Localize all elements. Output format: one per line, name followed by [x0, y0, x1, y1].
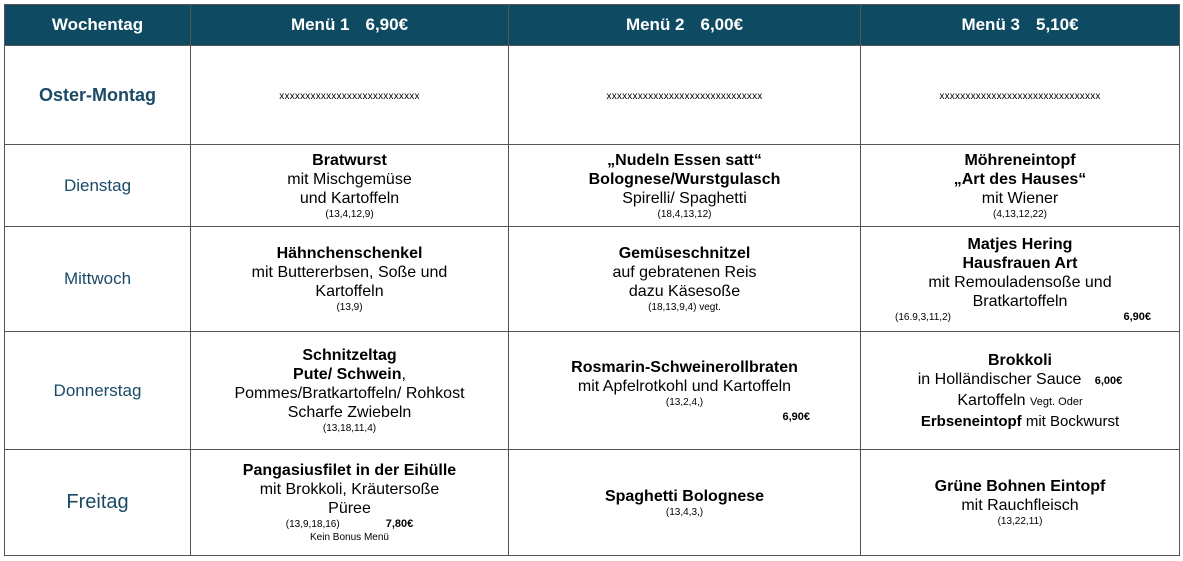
menu1-price: 6,90€ — [365, 15, 409, 34]
day-cell — [5, 145, 191, 227]
dish-title: Rosmarin-Schweinerollbraten — [571, 358, 798, 376]
dish-title: Schnitzeltag — [302, 347, 397, 364]
placeholder-text: xxxxxxxxxxxxxxxxxxxxxxxxxxx — [279, 91, 420, 102]
menu-cell — [861, 145, 1180, 227]
day-label: Freitag — [66, 491, 129, 513]
header-menu3 — [861, 5, 1180, 46]
dish-title: Pangasiusfilet in der Eihülle — [242, 462, 457, 479]
menu-cell — [509, 145, 861, 227]
dish-line: und Kartoffeln — [299, 189, 400, 207]
menu-cell — [191, 450, 509, 556]
allergen-codes: (16.9,3,11,2) — [895, 311, 951, 323]
menu-cell — [509, 450, 861, 556]
dish-line: Pommes/Bratkartoffeln/ Rohkost — [234, 385, 465, 402]
menu-cell — [861, 450, 1180, 556]
dish-title: Spaghetti Bolognese — [604, 487, 765, 505]
allergen-codes: (18,13,9,4) vegt. — [648, 302, 721, 313]
dish-title: Erbseneintopf — [920, 412, 1022, 430]
header-weekday — [5, 5, 191, 46]
dish-line: mit Apfelrotkohl und Kartoffeln — [577, 377, 792, 395]
allergen-codes: (18,4,13,12) — [657, 208, 712, 220]
dish-title: Hausfrauen Art — [962, 254, 1078, 272]
day-cell — [5, 227, 191, 332]
row-friday — [5, 450, 1180, 556]
allergen-codes: (13,2,4,) — [665, 396, 704, 408]
allergen-codes: (13,9) — [336, 302, 363, 313]
menu-cell — [861, 332, 1180, 450]
menu-cell — [191, 145, 509, 227]
menu-cell — [861, 46, 1180, 145]
dish-line: mit Bockwurst — [1025, 412, 1120, 430]
dish-title: Bolognese/Wurstgulasch — [588, 170, 781, 188]
header-weekday-label: Wochentag — [51, 15, 144, 34]
menu3-price: 5,10€ — [1036, 15, 1079, 34]
menu-cell — [509, 332, 861, 450]
placeholder-text: xxxxxxxxxxxxxxxxxxxxxxxxxxxxxx — [606, 91, 763, 102]
allergen-codes: (13,9,18,16) — [285, 519, 340, 530]
dish-line: Kartoffeln — [957, 391, 1026, 409]
menu-cell — [191, 227, 509, 332]
row-wednesday — [5, 227, 1180, 332]
dish-note: Kein Bonus Menü — [310, 532, 389, 543]
dish-title: Möhreneintopf — [964, 151, 1076, 169]
dish-title: Grüne Bohnen Eintopf — [934, 478, 1106, 495]
row-thursday — [5, 332, 1180, 450]
dish-line: Scharfe Zwiebeln — [287, 404, 412, 421]
allergen-codes: (13,4,12,9) — [325, 208, 374, 220]
dish-line: mit Buttererbsen, Soße und — [251, 264, 448, 281]
dish-title: Brokkoli — [987, 351, 1052, 369]
dish-line: mit Rauchfleisch — [961, 497, 1079, 514]
row-monday — [5, 46, 1180, 145]
dish-title: Hähnchenschenkel — [276, 245, 423, 262]
dish-line: Püree — [328, 500, 371, 517]
dish-title: „Art des Hauses“ — [953, 170, 1087, 188]
dish-line: mit Remouladensoße und — [928, 273, 1112, 291]
allergen-codes: (13,18,11,4) — [322, 423, 377, 434]
dish-line: mit Wiener — [981, 189, 1059, 207]
dish-price: 7,80€ — [385, 518, 414, 530]
dish-price: 6,90€ — [1123, 310, 1151, 323]
day-label: Dienstag — [63, 175, 132, 195]
dish-line: auf gebratenen Reis — [612, 264, 757, 281]
dish-title: „Nudeln Essen satt“ — [607, 151, 762, 169]
dish-title: Gemüseschnitzel — [618, 245, 751, 262]
day-label: Donnerstag — [53, 380, 142, 400]
menu-cell — [509, 227, 861, 332]
allergen-codes: (13,4,3,) — [665, 506, 704, 518]
day-cell — [5, 46, 191, 145]
day-label: Mittwoch — [63, 269, 132, 288]
day-cell — [5, 332, 191, 450]
header-menu1 — [191, 5, 509, 46]
punctuation: , — [401, 366, 406, 383]
dish-line: Kartoffeln — [315, 283, 384, 300]
menu-cell — [191, 46, 509, 145]
menu-cell — [191, 332, 509, 450]
dish-title: Bratwurst — [312, 151, 387, 169]
dish-line: Bratkartoffeln — [972, 292, 1068, 310]
menu-cell — [509, 46, 861, 145]
allergen-codes: (4,13,12,22) — [993, 208, 1047, 220]
dish-price: 6,90€ — [782, 410, 810, 423]
dish-line: dazu Käsesoße — [628, 283, 741, 300]
placeholder-text: xxxxxxxxxxxxxxxxxxxxxxxxxxxxxxx — [939, 91, 1101, 102]
day-label: Oster-Montag — [39, 84, 156, 105]
menu2-label: Menü 2 — [625, 15, 685, 34]
menu3-label: Menü 3 — [961, 15, 1020, 34]
menu1-label: Menü 1 — [290, 15, 350, 34]
row-tuesday — [5, 145, 1180, 227]
allergen-codes: (13,22,11) — [997, 516, 1043, 527]
header-menu2 — [509, 5, 861, 46]
dish-line: in Holländischer Sauce — [917, 370, 1082, 388]
dish-line: mit Mischgemüse — [287, 170, 412, 188]
dish-title: Matjes Hering — [967, 235, 1073, 253]
menu-cell — [861, 227, 1180, 332]
dish-line: Spirelli/ Spaghetti — [622, 189, 747, 207]
weekly-menu-table — [4, 4, 1180, 556]
dish-note: Vegt. Oder — [1030, 395, 1083, 408]
day-cell — [5, 450, 191, 556]
menu2-price: 6,00€ — [700, 15, 744, 34]
dish-title: Pute/ Schwein — [293, 366, 402, 383]
dish-line: mit Brokkoli, Kräutersoße — [259, 481, 440, 498]
header-row — [5, 5, 1180, 46]
dish-price: 6,00€ — [1094, 374, 1123, 387]
